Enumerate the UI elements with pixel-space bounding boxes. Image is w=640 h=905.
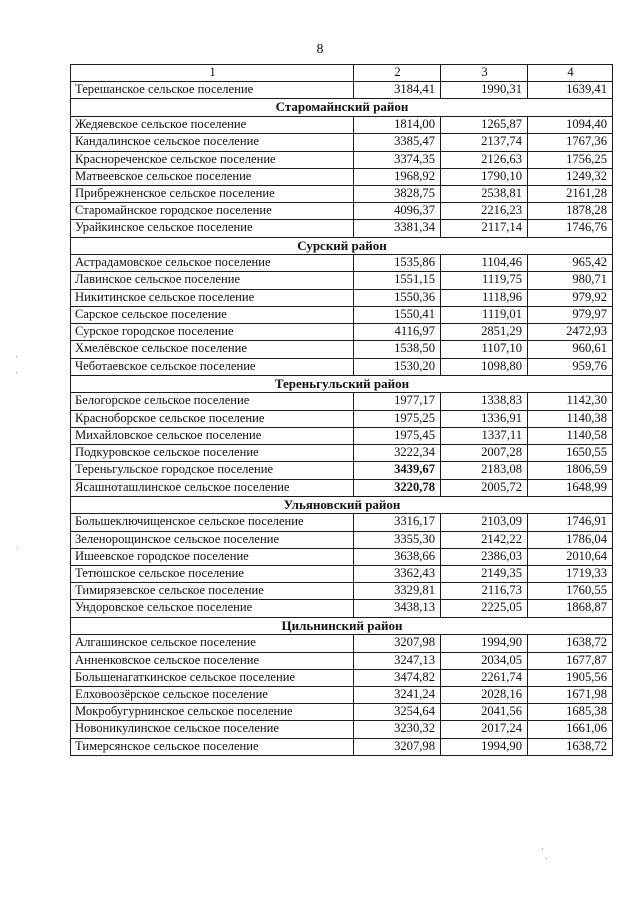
settlement-name-cell: Елховоозёрское сельское поселение: [71, 686, 354, 703]
value-col-4-cell: 1806,59: [528, 462, 613, 479]
settlement-name-cell: Алгашинское сельское поселение: [71, 635, 354, 652]
value-col-4-cell: 1661,06: [528, 721, 613, 738]
value-col-3-cell: 1336,91: [441, 410, 528, 427]
table-row: [71, 168, 613, 185]
table-row: [71, 324, 613, 341]
table-header: [71, 65, 613, 82]
value-col-4-cell: 1767,36: [528, 134, 613, 151]
value-col-2-cell: 1814,00: [354, 117, 441, 134]
header-row: [71, 65, 613, 82]
value-col-4-cell: 979,97: [528, 306, 613, 323]
table-body: [71, 82, 613, 756]
value-col-2-cell: 3438,13: [354, 600, 441, 617]
table-row: [71, 393, 613, 410]
value-col-3-cell: 2041,56: [441, 704, 528, 721]
value-col-3-cell: 1994,90: [441, 738, 528, 755]
value-col-4-cell: 1638,72: [528, 635, 613, 652]
value-col-3-cell: 2034,05: [441, 652, 528, 669]
value-col-2-cell: 1550,41: [354, 306, 441, 323]
table-row: [71, 134, 613, 151]
value-col-2-cell: 3247,13: [354, 652, 441, 669]
table-row: [71, 548, 613, 565]
value-col-2-cell: 1538,50: [354, 341, 441, 358]
value-col-4-cell: 1786,04: [528, 531, 613, 548]
value-col-2-cell: 3638,66: [354, 548, 441, 565]
settlement-name-cell: Ясашноташлинское сельское поселение: [71, 479, 354, 496]
settlement-name-cell: Тимирязевское сельское поселение: [71, 583, 354, 600]
value-col-4-cell: 965,42: [528, 255, 613, 272]
value-col-2-cell: 3385,47: [354, 134, 441, 151]
table-row: [71, 531, 613, 548]
table-row: [71, 255, 613, 272]
table-row: [71, 272, 613, 289]
value-col-2-cell: 3207,98: [354, 635, 441, 652]
value-col-4-cell: 1094,40: [528, 117, 613, 134]
value-col-4-cell: 1249,32: [528, 168, 613, 185]
settlement-name-cell: Новоникулинское сельское поселение: [71, 721, 354, 738]
value-col-4-cell: 1878,28: [528, 203, 613, 220]
table-row: [71, 635, 613, 652]
value-col-2-cell: 4096,37: [354, 203, 441, 220]
value-col-2-cell: 3207,98: [354, 738, 441, 755]
value-col-2-cell: 3474,82: [354, 669, 441, 686]
table-row: [71, 185, 613, 202]
settlement-name-cell: Ундоровское сельское поселение: [71, 600, 354, 617]
value-col-3-cell: 1337,11: [441, 427, 528, 444]
table-row: [71, 358, 613, 375]
settlement-name-cell: Анненковское сельское поселение: [71, 652, 354, 669]
settlement-name-cell: Матвеевское сельское поселение: [71, 168, 354, 185]
district-row: [71, 237, 613, 255]
value-col-3-cell: 2116,73: [441, 583, 528, 600]
value-col-4-cell: 2472,93: [528, 324, 613, 341]
settlement-name-cell: Старомайнское городское поселение: [71, 203, 354, 220]
value-col-2-cell: 3316,17: [354, 514, 441, 531]
settlement-name-cell: Краснореченское сельское поселение: [71, 151, 354, 168]
table-row: [71, 704, 613, 721]
value-col-3-cell: 2538,81: [441, 185, 528, 202]
value-col-2-cell: 3230,32: [354, 721, 441, 738]
settlement-name-cell: Зеленорощинское сельское поселение: [71, 531, 354, 548]
district-row: [71, 375, 613, 393]
value-col-4-cell: 2161,28: [528, 185, 613, 202]
value-col-2-cell: 1968,92: [354, 168, 441, 185]
value-col-4-cell: 959,76: [528, 358, 613, 375]
value-col-3-cell: 2126,63: [441, 151, 528, 168]
settlement-name-cell: Мокробугурнинское сельское поселение: [71, 704, 354, 721]
value-col-3-cell: 2007,28: [441, 445, 528, 462]
value-col-2-cell: 3184,41: [354, 82, 441, 99]
value-col-2-cell: 1975,25: [354, 410, 441, 427]
value-col-2-cell: 1550,36: [354, 289, 441, 306]
value-col-3-cell: 1118,96: [441, 289, 528, 306]
value-col-3-cell: 1990,31: [441, 82, 528, 99]
table-row: [71, 341, 613, 358]
value-col-4-cell: 1650,55: [528, 445, 613, 462]
value-col-2-cell: 3828,75: [354, 185, 441, 202]
settlement-name-cell: Тимерсянское сельское поселение: [71, 738, 354, 755]
value-col-4-cell: 1756,25: [528, 151, 613, 168]
value-col-4-cell: 1639,41: [528, 82, 613, 99]
settlement-name-cell: Подкуровское сельское поселение: [71, 445, 354, 462]
district-heading: Старомайнский район: [71, 99, 613, 117]
district-heading: Тереньгульский район: [71, 375, 613, 393]
value-col-4-cell: 1140,38: [528, 410, 613, 427]
value-col-3-cell: 1107,10: [441, 341, 528, 358]
settlement-name-cell: Сурское городское поселение: [71, 324, 354, 341]
value-col-4-cell: 1677,87: [528, 652, 613, 669]
value-col-2-cell: 3241,24: [354, 686, 441, 703]
settlement-name-cell: Михайловское сельское поселение: [71, 427, 354, 444]
header-col-2: 2: [354, 65, 441, 82]
scan-speck: [16, 372, 17, 373]
value-col-2-cell: 3374,35: [354, 151, 441, 168]
settlement-name-cell: Лавинское сельское поселение: [71, 272, 354, 289]
value-col-2-cell: 4116,97: [354, 324, 441, 341]
table-row: [71, 306, 613, 323]
scan-speck: [16, 356, 17, 357]
table-row: [71, 600, 613, 617]
settlement-name-cell: Жедяевское сельское поселение: [71, 117, 354, 134]
table-row: [71, 220, 613, 237]
value-col-3-cell: 2017,24: [441, 721, 528, 738]
value-col-3-cell: 1119,01: [441, 306, 528, 323]
header-col-4: 4: [528, 65, 613, 82]
value-col-2-cell: 3439,67: [354, 462, 441, 479]
settlement-name-cell: Тетюшское сельское поселение: [71, 566, 354, 583]
tariff-table: [70, 64, 613, 756]
settlement-name-cell: Прибрежненское сельское поселение: [71, 185, 354, 202]
value-col-3-cell: 2386,03: [441, 548, 528, 565]
settlement-name-cell: Тереньгульское городское поселение: [71, 462, 354, 479]
district-heading: Ульяновский район: [71, 496, 613, 514]
header-col-1: 1: [71, 65, 354, 82]
value-col-4-cell: 980,71: [528, 272, 613, 289]
value-col-4-cell: 1905,56: [528, 669, 613, 686]
value-col-4-cell: 1746,76: [528, 220, 613, 237]
table-row: [71, 652, 613, 669]
table-row: [71, 669, 613, 686]
settlement-name-cell: Большеключищенское сельское поселение: [71, 514, 354, 531]
value-col-2-cell: 3220,78: [354, 479, 441, 496]
table-row: [71, 427, 613, 444]
value-col-4-cell: 1719,33: [528, 566, 613, 583]
settlement-name-cell: Терешанское сельское поселение: [71, 82, 354, 99]
district-heading: Сурский район: [71, 237, 613, 255]
value-col-3-cell: 2261,74: [441, 669, 528, 686]
value-col-3-cell: 1790,10: [441, 168, 528, 185]
value-col-4-cell: 1760,55: [528, 583, 613, 600]
value-col-2-cell: 3362,43: [354, 566, 441, 583]
table-row: [71, 686, 613, 703]
table-row: [71, 514, 613, 531]
value-col-3-cell: 2117,14: [441, 220, 528, 237]
value-col-3-cell: 1265,87: [441, 117, 528, 134]
value-col-2-cell: 1535,86: [354, 255, 441, 272]
settlement-name-cell: Сарское сельское поселение: [71, 306, 354, 323]
district-row: [71, 617, 613, 635]
value-col-3-cell: 2183,08: [441, 462, 528, 479]
district-row: [71, 99, 613, 117]
value-col-3-cell: 2005,72: [441, 479, 528, 496]
table-row: [71, 479, 613, 496]
value-col-3-cell: 2225,05: [441, 600, 528, 617]
value-col-4-cell: 1868,87: [528, 600, 613, 617]
value-col-3-cell: 2028,16: [441, 686, 528, 703]
value-col-2-cell: 3355,30: [354, 531, 441, 548]
value-col-2-cell: 3329,81: [354, 583, 441, 600]
settlement-name-cell: Большенагаткинское сельское поселение: [71, 669, 354, 686]
settlement-name-cell: Урайкинское сельское поселение: [71, 220, 354, 237]
table-row: [71, 738, 613, 755]
page-number: 8: [316, 42, 324, 57]
scan-speck: [542, 848, 543, 849]
table-row: [71, 410, 613, 427]
table-row: [71, 583, 613, 600]
settlement-name-cell: Белогорское сельское поселение: [71, 393, 354, 410]
value-col-4-cell: 1648,99: [528, 479, 613, 496]
value-col-2-cell: 1551,15: [354, 272, 441, 289]
settlement-name-cell: Кандалинское сельское поселение: [71, 134, 354, 151]
table-row: [71, 117, 613, 134]
value-col-2-cell: 1975,45: [354, 427, 441, 444]
settlement-name-cell: Чеботаевское сельское поселение: [71, 358, 354, 375]
value-col-3-cell: 1098,80: [441, 358, 528, 375]
value-col-2-cell: 3254,64: [354, 704, 441, 721]
district-row: [71, 496, 613, 514]
value-col-3-cell: 2216,23: [441, 203, 528, 220]
value-col-4-cell: 1671,98: [528, 686, 613, 703]
scan-speck: [17, 548, 18, 549]
table-row: [71, 721, 613, 738]
scan-speck: [546, 858, 547, 859]
settlement-name-cell: Никитинское сельское поселение: [71, 289, 354, 306]
table-row: [71, 445, 613, 462]
value-col-4-cell: 1638,72: [528, 738, 613, 755]
value-col-3-cell: 2137,74: [441, 134, 528, 151]
settlement-name-cell: Хмелёвское сельское поселение: [71, 341, 354, 358]
value-col-4-cell: 2010,64: [528, 548, 613, 565]
settlement-name-cell: Астрадамовское сельское поселение: [71, 255, 354, 272]
value-col-3-cell: 2142,22: [441, 531, 528, 548]
value-col-2-cell: 1530,20: [354, 358, 441, 375]
value-col-3-cell: 1338,83: [441, 393, 528, 410]
value-col-3-cell: 1994,90: [441, 635, 528, 652]
table-row: [71, 203, 613, 220]
value-col-4-cell: 1140,58: [528, 427, 613, 444]
value-col-4-cell: 979,92: [528, 289, 613, 306]
table-row: [71, 289, 613, 306]
header-col-3: 3: [441, 65, 528, 82]
table-row: [71, 462, 613, 479]
value-col-4-cell: 1685,38: [528, 704, 613, 721]
value-col-2-cell: 1977,17: [354, 393, 441, 410]
district-heading: Цильнинский район: [71, 617, 613, 635]
settlement-name-cell: Красноборское сельское поселение: [71, 410, 354, 427]
value-col-3-cell: 2851,29: [441, 324, 528, 341]
table-row: [71, 82, 613, 99]
value-col-3-cell: 2103,09: [441, 514, 528, 531]
value-col-4-cell: 1142,30: [528, 393, 613, 410]
settlement-name-cell: Ишеевское городское поселение: [71, 548, 354, 565]
value-col-3-cell: 1104,46: [441, 255, 528, 272]
value-col-3-cell: 2149,35: [441, 566, 528, 583]
value-col-4-cell: 1746,91: [528, 514, 613, 531]
value-col-2-cell: 3222,34: [354, 445, 441, 462]
table-row: [71, 151, 613, 168]
value-col-3-cell: 1119,75: [441, 272, 528, 289]
table-row: [71, 566, 613, 583]
value-col-2-cell: 3381,34: [354, 220, 441, 237]
value-col-4-cell: 960,61: [528, 341, 613, 358]
